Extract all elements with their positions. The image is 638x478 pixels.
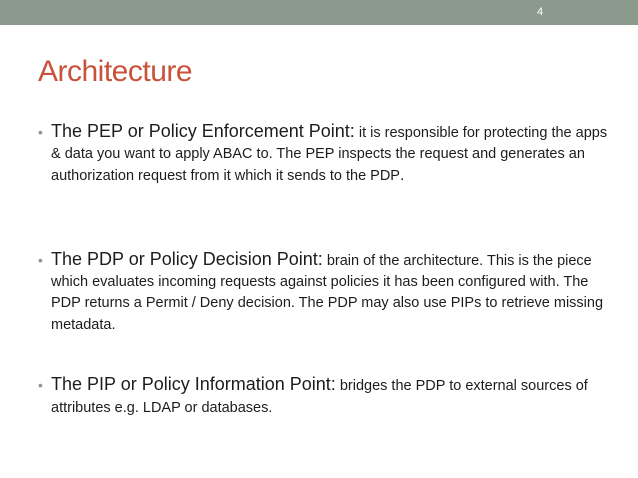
bullet-marker: • — [38, 124, 43, 140]
bullet-text-pep — [51, 119, 611, 187]
bullet-body-pip: bridges the PDP to external sources of attributes e.g. LDAP or databases. — [51, 378, 588, 416]
top-bar — [0, 0, 638, 25]
bullet-text-pip — [51, 372, 611, 419]
bullet-term-pdp: The PDP or Policy Decision Point: — [51, 249, 323, 269]
bullet-term-pip: The PIP or Policy Information Point: — [51, 374, 336, 394]
bullet-text-pdp — [51, 247, 611, 336]
bullet-marker: • — [38, 252, 43, 268]
slide-number: 4 — [536, 6, 544, 18]
bullet-tail-pep: . — [399, 167, 405, 184]
bullet-body-pep: it is responsible for protecting the apps & data you want to apply ABAC to. The PEP inspects the request and generates an authorization request from it which it sends to the PDP — [51, 125, 608, 184]
bullet-marker: • — [38, 377, 43, 393]
bullet-body-pdp: brain of the architecture. This is the piece which evaluates incoming requests against policies it has been configured with. The PDP returns a Permit / Deny decision. The PDP may also use PIPs to retrieve missing metadata. — [51, 253, 604, 333]
slide-title: Architecture — [38, 55, 193, 88]
bullet-term-pep: The PEP or Policy Enforcement Point: — [51, 121, 355, 141]
